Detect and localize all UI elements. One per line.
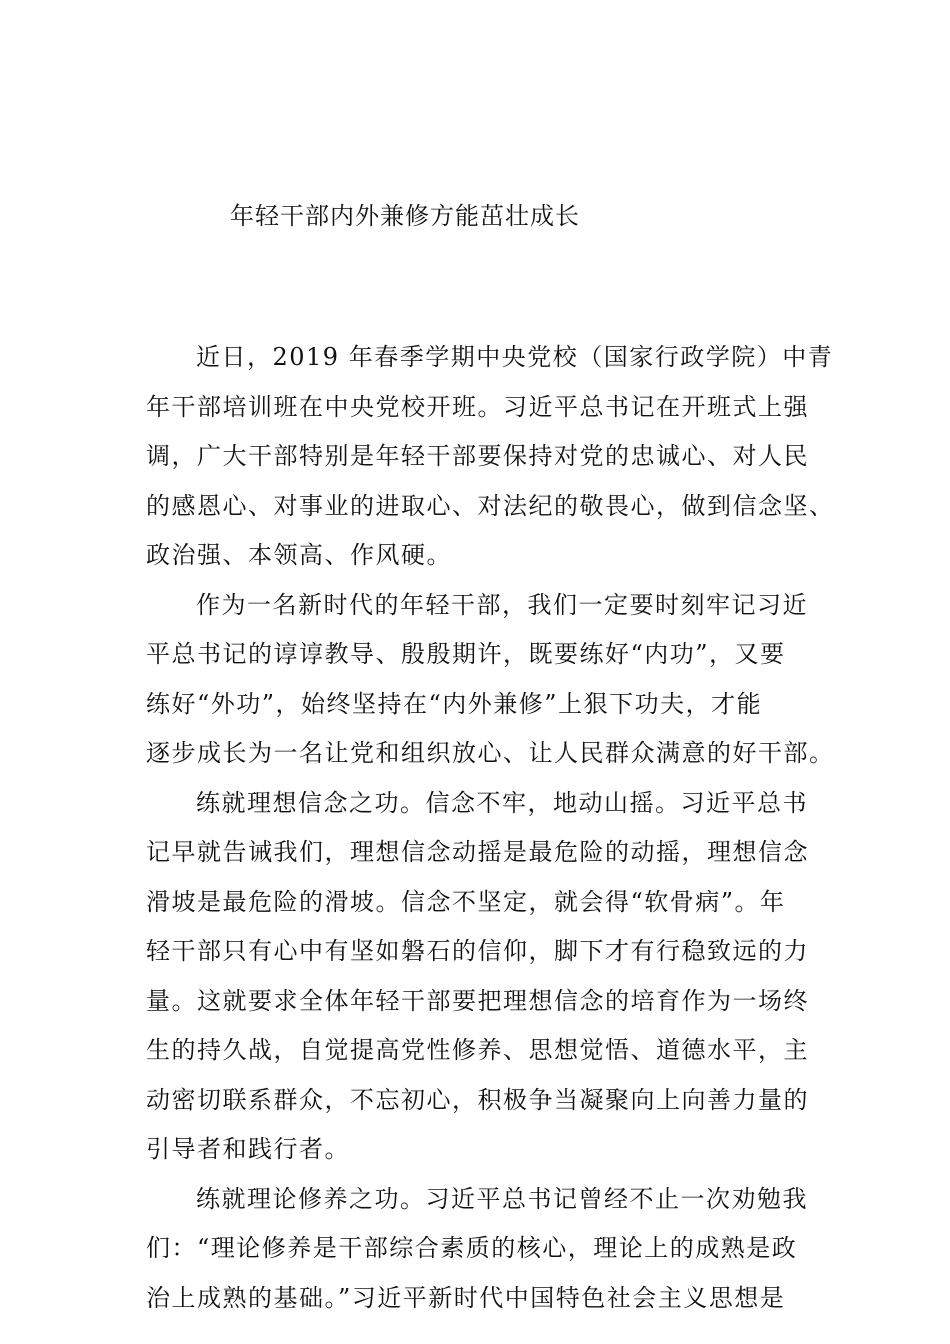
paragraph-1-line-4: 的感恩心、对事业的进取心、对法纪的敬畏心，做到信念坚、 xyxy=(146,491,835,520)
paragraph-1-line-3: 调，广大干部特别是年轻干部要保持对党的忠诚心、对人民 xyxy=(146,442,809,470)
paragraph-2-line-4: 逐步成长为一名让党和组织放心、让人民群众满意的好干部。 xyxy=(146,739,835,767)
paragraph-2-line-3: 练好“外功”，始终坚持在“内外兼修”上狠下功夫，才能 xyxy=(146,689,763,718)
paragraph-3-line-3: 滑坡是最危险的滑坡。信念不坚定，就会得“软骨病”。年 xyxy=(146,887,786,916)
paragraph-3-line-5: 量。这就要求全体年轻干部要把理想信念的培育作为一场终 xyxy=(146,986,809,1015)
paragraph-1-line-1: 近日，2019 年春季学期中央党校（国家行政学院）中青 xyxy=(196,343,834,371)
paragraph-1-line-2: 年干部培训班在中央党校开班。习近平总书记在开班式上强 xyxy=(146,392,809,421)
paragraph-3-line-6: 生的持久战，自觉提高党性修养、思想觉悟、道德水平，主 xyxy=(146,1036,809,1064)
paragraph-4-line-3: 治上成熟的基础。”习近平新时代中国特色社会主义思想是 xyxy=(146,1283,786,1312)
paragraph-2-line-1: 作为一名新时代的年轻干部，我们一定要时刻牢记习近 xyxy=(196,590,808,619)
document-body xyxy=(146,333,836,1323)
paragraph-3-line-1: 练就理想信念之功。信念不牢，地动山摇。习近平总书 xyxy=(196,788,808,817)
paragraph-3-line-7: 动密切联系群众，不忘初心，积极争当凝聚向上向善力量的 xyxy=(146,1085,809,1114)
paragraph-2-line-2: 平总书记的谆谆教导、殷殷期许，既要练好“内功”，又要 xyxy=(146,640,786,668)
paragraph-3-line-4: 轻干部只有心中有坚如磐石的信仰，脚下才有行稳致远的力 xyxy=(146,937,809,965)
paragraph-3-line-8: 引导者和践行者。 xyxy=(146,1135,350,1163)
paragraph-1-line-5: 政治强、本领高、作风硬。 xyxy=(146,541,452,569)
paragraph-4-line-2: 们：“理论修养是干部综合素质的核心，理论上的成熟是政 xyxy=(146,1234,798,1262)
paragraph-3-line-2: 记早就告诫我们，理想信念动摇是最危险的动摇，理想信念 xyxy=(146,838,809,866)
document-title: 年轻干部内外兼修方能茁壮成长 xyxy=(230,202,580,230)
paragraph-4-line-1: 练就理论修养之功。习近平总书记曾经不止一次劝勉我 xyxy=(196,1184,808,1213)
